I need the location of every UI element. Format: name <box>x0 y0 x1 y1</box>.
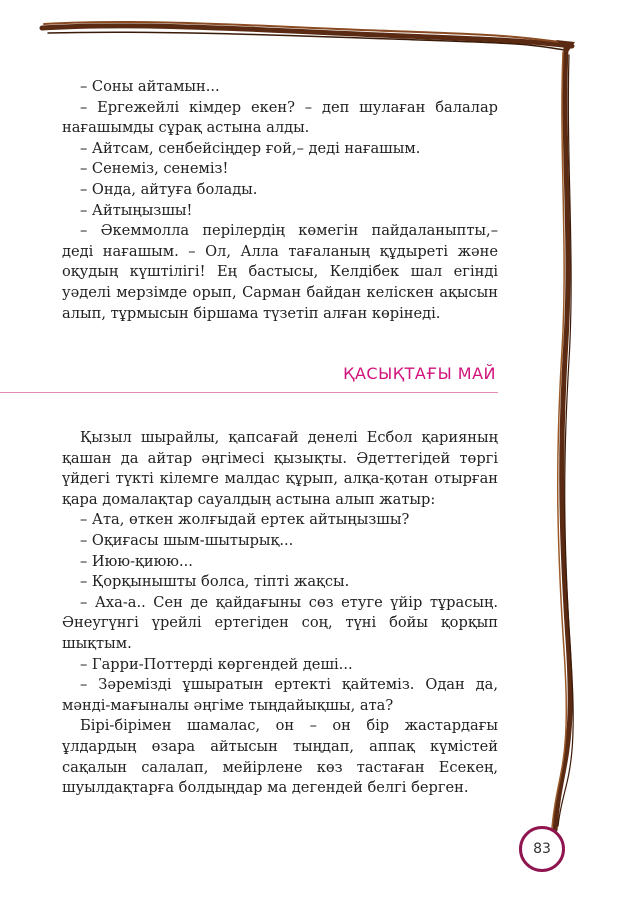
paragraph: – Гарри-Поттерді көргендей деші... <box>80 655 353 673</box>
paragraph: – Онда, айтуға болады. <box>80 180 258 198</box>
paragraph: – Әкеммолла перілердің көмегін пайдаланыпты,– деді нағашым. – Ол, Алла тағаланың құдыреті және оқудың күштілігі! Ең бастысы, Келдібек шал егінді уәделі мерзімде орып, Сарман байдан келіскен ақысын алып, тұрмысын біршама түзетіп алған көрінеді. <box>62 222 498 322</box>
paragraph: Бірі-бірімен шамалас, он – он бір жастардағы ұлдардың өзара айтысын тыңдап, аппақ күмістей сақалын салалап, мейірлене көз тастаған Есекең, шуылдақтарға болдыңдар ма дегендей белгі берген. <box>62 717 498 797</box>
paragraph: – Айтсам, сенбейсіңдер ғой,– деді нағашым. <box>80 139 421 157</box>
paragraph: Қызыл шырайлы, қапсағай денелі Есбол қарияның қашан да айтар әңгімесі қызықты. Әдеттегідей төргі үйдегі түкті кілемге малдас құрып, алқа-қотан отырған қара домалақтар сауалдың астына алып жатыр: <box>62 429 498 508</box>
paragraph: – Айтыңызшы! <box>80 201 193 219</box>
story-continuation <box>62 77 498 324</box>
paragraph: – Аха-а.. Сен де қайдағыны сөз етуге үйір тұрасың. Әнеугүнгі үрейлі ертегіден соң, түні бойы қорқып шықтым. <box>62 593 498 652</box>
paragraph: – Ергежейлі кімдер екен? – деп шулаған балалар нағашымды сұрақ астына алды. <box>62 98 498 137</box>
paragraph: – Ата, өткен жолғыдай ертек айтыңызшы? <box>80 511 410 529</box>
paragraph: – Июю-қиюю... <box>80 552 193 570</box>
paragraph: – Қорқынышты болса, тіпті жақсы. <box>80 573 350 591</box>
section-title: ҚАСЫҚТАҒЫ МАЙ <box>343 364 496 383</box>
paragraph: – Соны айтамын... <box>80 78 220 95</box>
paragraph: – Зәремізді ұшыратын ертекті қайтеміз. Одан да, мәнді-мағыналы әңгіме тыңдайықшы, ата? <box>62 676 498 714</box>
section-divider <box>0 392 498 393</box>
paragraph: – Сенеміз, сенеміз! <box>80 160 229 178</box>
paragraph: – Оқиғасы шым-шытырық... <box>80 531 294 549</box>
page-number: 83 <box>519 826 565 872</box>
new-story <box>62 428 498 799</box>
